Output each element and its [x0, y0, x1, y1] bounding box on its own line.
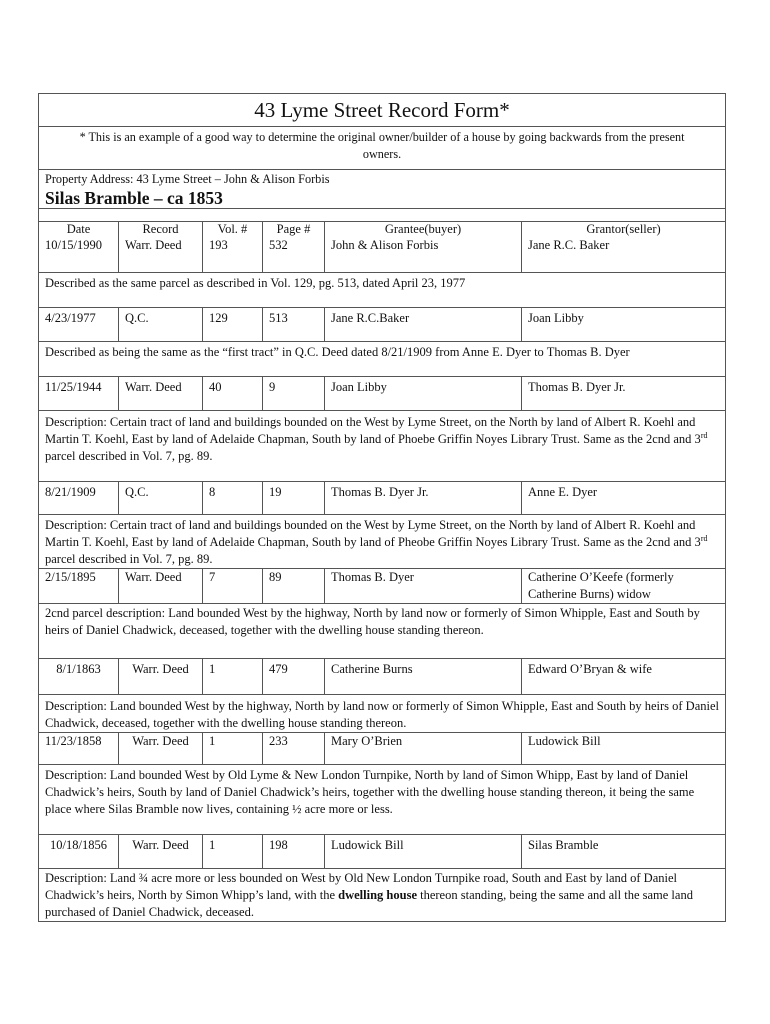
record-grantor: Catherine O’Keefe (formerly Catherine Burns) widow — [522, 568, 726, 603]
original-owner: Silas Bramble – ca 1853 — [39, 188, 726, 209]
record-date: 11/25/1944 — [39, 376, 119, 410]
description-text: parcel described in Vol. 7, pg. 89. — [45, 551, 213, 566]
description-text: parcel described in Vol. 7, pg. 89. — [45, 448, 213, 463]
record-page: 513 — [263, 307, 325, 341]
record-vol: 8 — [203, 481, 263, 514]
table-row — [39, 658, 726, 694]
column-header-row — [39, 222, 726, 238]
record-grantee: Mary O’Brien — [325, 732, 522, 764]
table-row — [39, 237, 726, 272]
record-description: Description: Land bounded West by the highway, North by land now or formerly of Simon Whipple, East and South by heirs of Daniel Chadwick, deceased, together with the dwelling house standing thereon. — [39, 694, 726, 732]
record-type: Q.C. — [119, 481, 203, 514]
record-vol: 129 — [203, 307, 263, 341]
record-grantee: Catherine Burns — [325, 658, 522, 694]
record-vol: 1 — [203, 834, 263, 868]
record-type: Warr. Deed — [119, 732, 203, 764]
record-vol: 1 — [203, 732, 263, 764]
table-row — [39, 834, 726, 868]
record-vol: 40 — [203, 376, 263, 410]
record-type: Q.C. — [119, 307, 203, 341]
record-description: Described as the same parcel as described in Vol. 129, pg. 513, dated April 23, 1977 — [39, 272, 726, 307]
form-note: * This is an example of a good way to determine the original owner/builder of a house by going backwards from the present owners. — [39, 127, 726, 170]
record-grantee: John & Alison Forbis — [325, 237, 522, 272]
record-date: 4/23/1977 — [39, 307, 119, 341]
table-row — [39, 568, 726, 603]
record-type: Warr. Deed — [119, 834, 203, 868]
column-header-vol: Vol. # — [203, 222, 263, 238]
record-grantor: Joan Libby — [522, 307, 726, 341]
column-header-grantee: Grantee(buyer) — [325, 222, 522, 238]
record-description: Described as being the same as the “first tract” in Q.C. Deed dated 8/21/1909 from Anne E. Dyer to Thomas B. Dyer — [39, 341, 726, 376]
record-type: Warr. Deed — [119, 568, 203, 603]
form-title: 43 Lyme Street Record Form* — [39, 94, 726, 127]
record-date: 10/18/1856 — [39, 834, 119, 868]
spacer-row — [39, 209, 726, 222]
column-header-grantor: Grantor(seller) — [522, 222, 726, 238]
record-type: Warr. Deed — [119, 237, 203, 272]
record-grantor: Thomas B. Dyer Jr. — [522, 376, 726, 410]
table-row — [39, 732, 726, 764]
record-date: 10/15/1990 — [39, 237, 119, 272]
column-header-record: Record — [119, 222, 203, 238]
record-grantor: Silas Bramble — [522, 834, 726, 868]
description-text: thereon standing, being the same and all the same land purchased of Daniel Chadwick, deceased. — [45, 887, 693, 919]
record-table — [38, 93, 726, 922]
record-grantor: Edward O’Bryan & wife — [522, 658, 726, 694]
record-grantee: Ludowick Bill — [325, 834, 522, 868]
record-grantor: Ludowick Bill — [522, 732, 726, 764]
record-page: 233 — [263, 732, 325, 764]
record-grantor: Anne E. Dyer — [522, 481, 726, 514]
record-form — [38, 93, 725, 922]
column-header-date: Date — [39, 222, 119, 238]
record-description — [39, 410, 726, 481]
description-text: Description: Certain tract of land and buildings bounded on the West by Lyme Street, on the North by land of Albert R. Koehl and Martin T. Koehl, East by land of Adelaide Chapman, South by land of Pheobe Griffin Noyes Library Trust. Same as the 2cnd and 3 — [45, 517, 701, 549]
record-grantee: Jane R.C.Baker — [325, 307, 522, 341]
record-page: 198 — [263, 834, 325, 868]
table-row — [39, 376, 726, 410]
record-page: 9 — [263, 376, 325, 410]
description-text: Description: Certain tract of land and buildings bounded on the West by Lyme Street, on the North by land of Albert R. Koehl and Martin T. Koehl, East by land of Adelaide Chapman, South by land of Phoebe Griffin Noyes Library Trust. Same as the 2cnd and 3 — [45, 414, 701, 446]
table-row — [39, 481, 726, 514]
record-vol: 193 — [203, 237, 263, 272]
record-date: 8/1/1863 — [39, 658, 119, 694]
property-address: Property Address: 43 Lyme Street – John & Alison Forbis — [39, 170, 726, 189]
table-row — [39, 307, 726, 341]
ordinal-suffix: rd — [700, 430, 708, 440]
record-date: 2/15/1895 — [39, 568, 119, 603]
ordinal-suffix: rd — [700, 533, 708, 543]
record-description: Description: Land bounded West by Old Lyme & New London Turnpike, North by land of Simon Whipp, East by land of Daniel Chadwick’s heirs, South by land of Daniel Chadwick’s heirs, together with the dwelling house standing thereon, it being the same place where Silas Bramble now lives, containing ½ acre more or less. — [39, 764, 726, 834]
record-grantor: Jane R.C. Baker — [522, 237, 726, 272]
record-description — [39, 514, 726, 568]
record-description: 2cnd parcel description: Land bounded West by the highway, North by land now or formerly of Simon Whipple, East and South by heirs of Daniel Chadwick, deceased, together with the dwelling house standing thereon. — [39, 603, 726, 658]
record-vol: 7 — [203, 568, 263, 603]
record-grantee: Thomas B. Dyer — [325, 568, 522, 603]
record-page: 19 — [263, 481, 325, 514]
record-grantee: Thomas B. Dyer Jr. — [325, 481, 522, 514]
record-page: 89 — [263, 568, 325, 603]
record-vol: 1 — [203, 658, 263, 694]
record-grantee: Joan Libby — [325, 376, 522, 410]
description-emphasis: dwelling house — [338, 887, 417, 902]
record-type: Warr. Deed — [119, 376, 203, 410]
record-date: 11/23/1858 — [39, 732, 119, 764]
record-description — [39, 868, 726, 921]
record-date: 8/21/1909 — [39, 481, 119, 514]
record-page: 479 — [263, 658, 325, 694]
column-header-page: Page # — [263, 222, 325, 238]
record-type: Warr. Deed — [119, 658, 203, 694]
record-page: 532 — [263, 237, 325, 272]
description-text: Description: Land ¾ acre more or less bounded on West by Old New London Turnpike road, South and East by land of Daniel Chadwick’s heirs, North by Simon Whipp’s land, with the — [45, 870, 677, 902]
